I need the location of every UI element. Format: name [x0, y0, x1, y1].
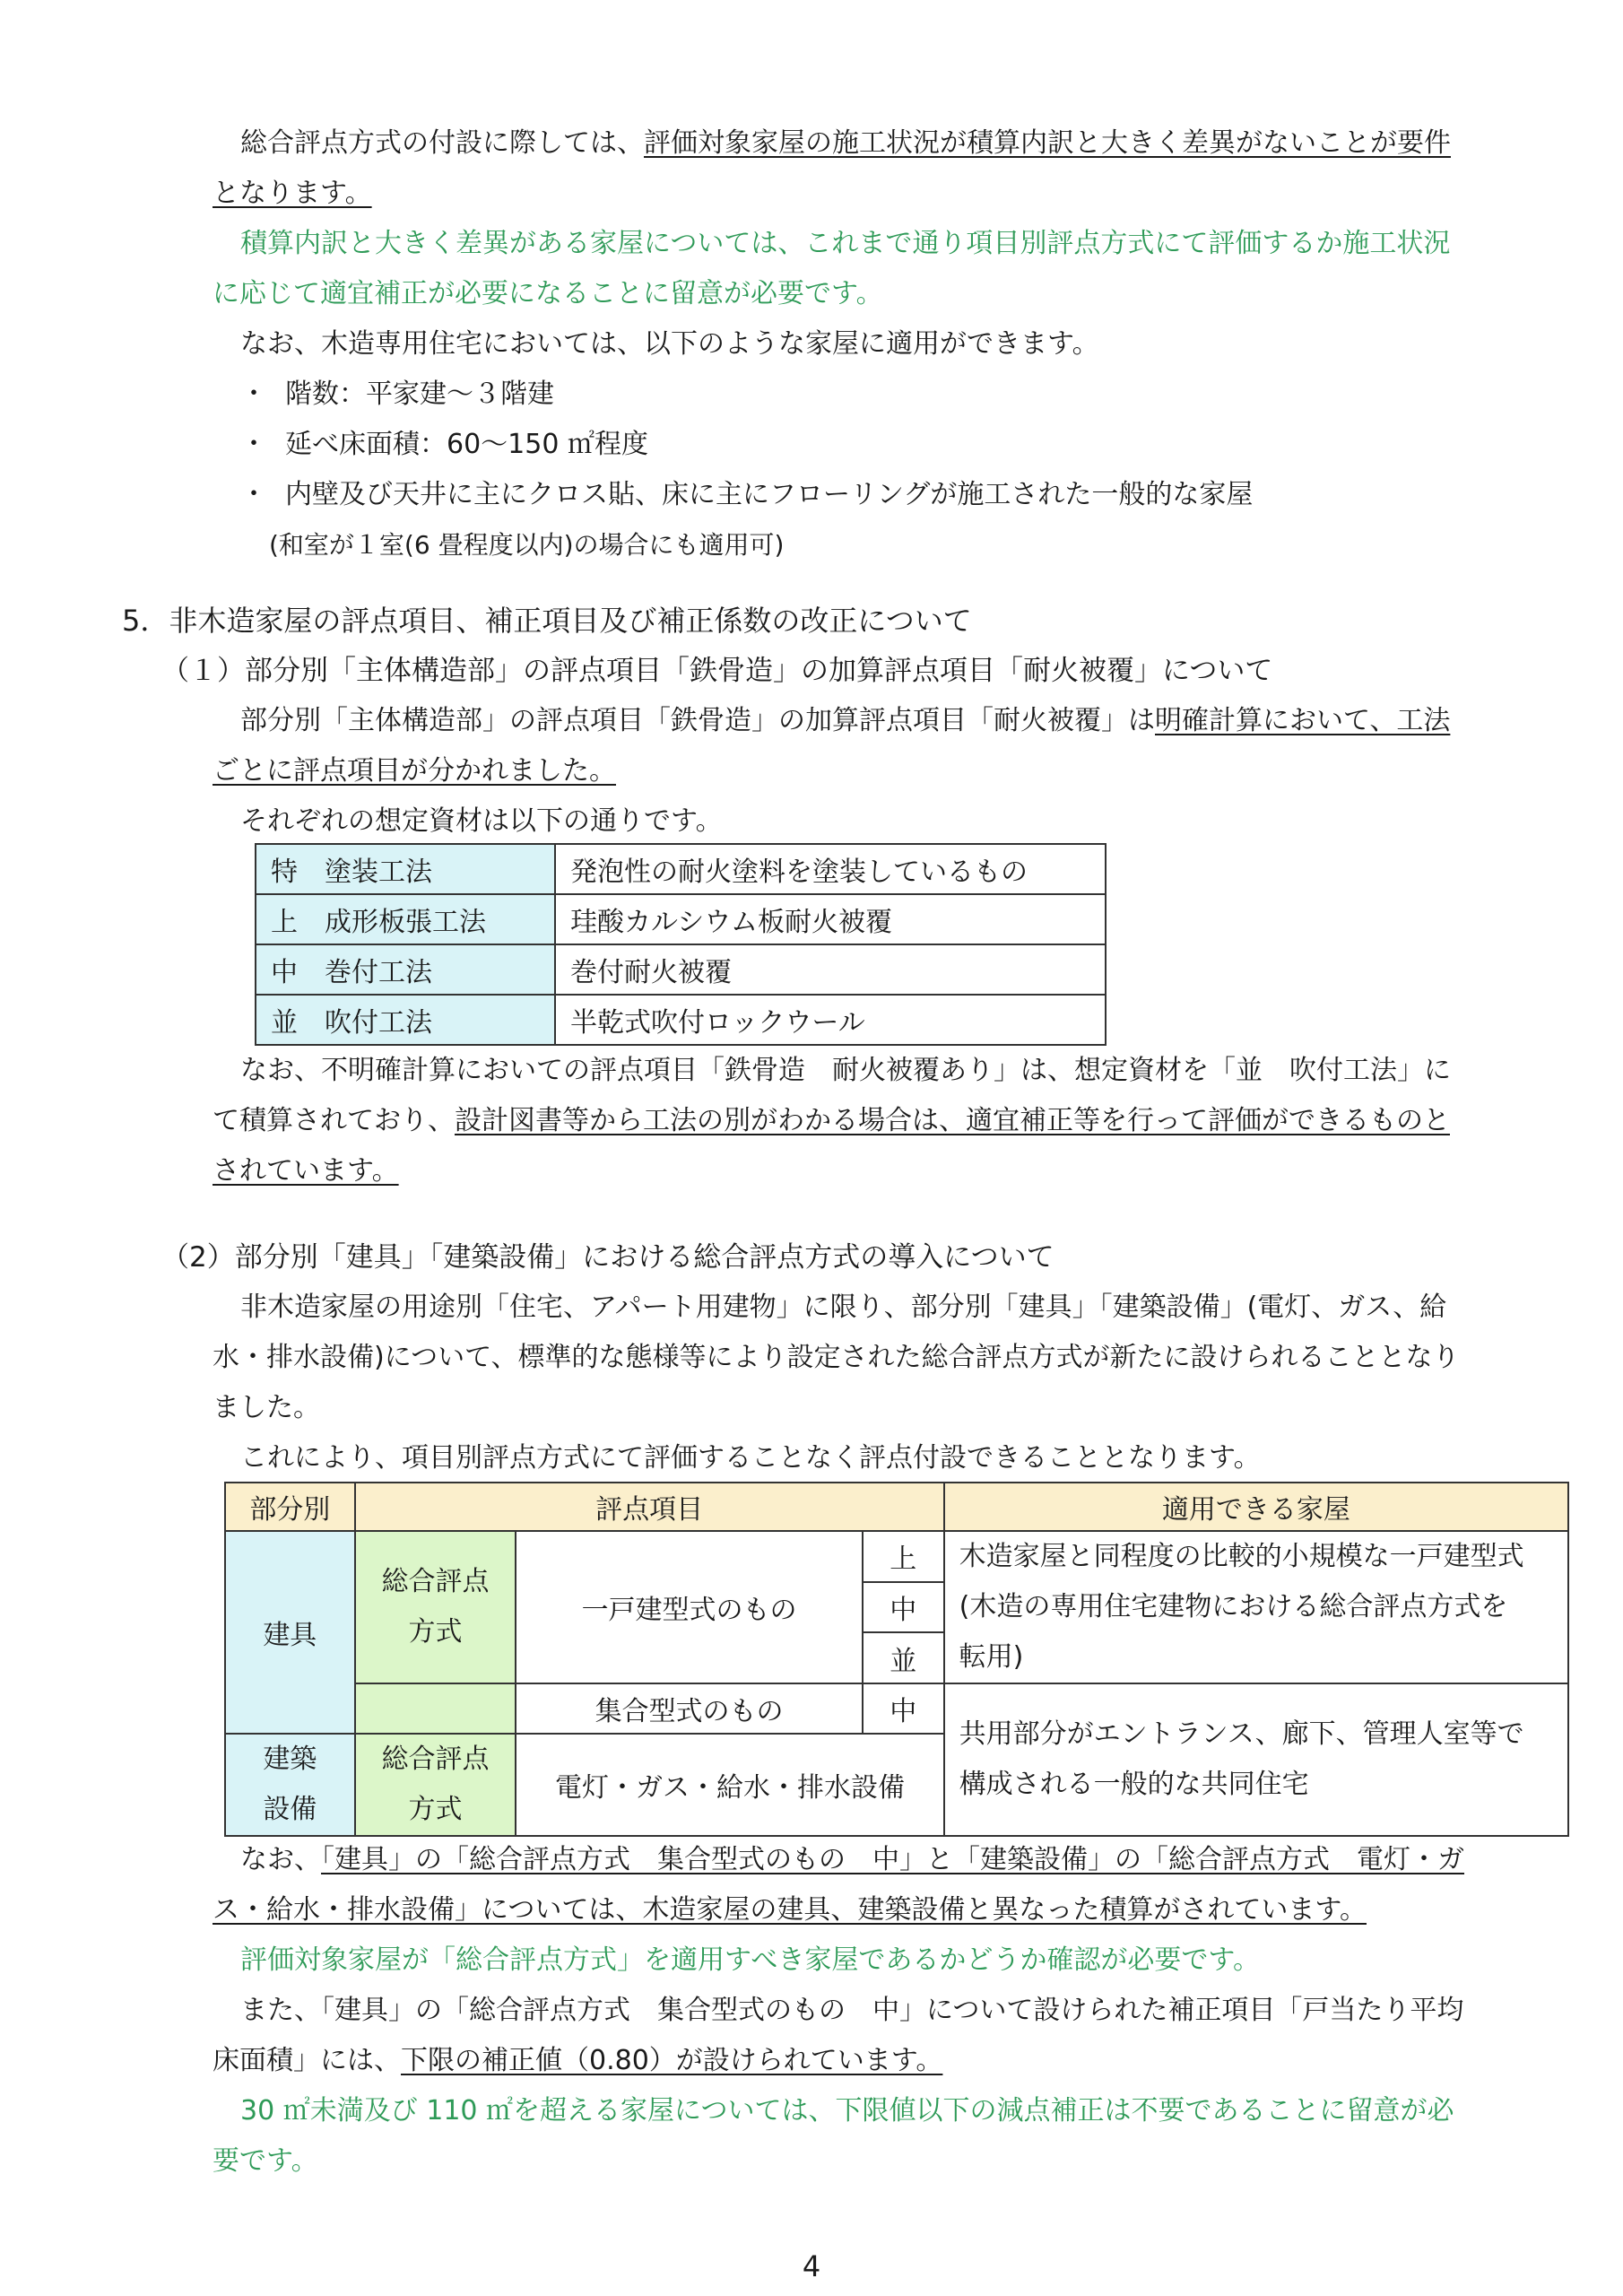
apply-line: 転用) — [959, 1641, 1024, 1673]
sub1-after-line-2 — [213, 1096, 1540, 1146]
method-cell: 中 巻付工法 — [256, 944, 555, 995]
sub1-line-2 — [213, 746, 1540, 796]
sub2-note-line-2 — [213, 1885, 1540, 1935]
apply-tategu — [944, 1531, 1568, 1683]
method-cell: 並 吹付工法 — [256, 995, 555, 1045]
bullet-text: 階数：平家建～３階建 — [285, 378, 554, 410]
bullet-item — [240, 420, 648, 470]
sec4-paragraph-2: なお、木造専用住宅においては、以下のような家屋に適用ができます。 — [240, 328, 1099, 360]
bullet-item — [240, 470, 1253, 520]
item-shugo: 集合型式のもの — [516, 1683, 862, 1734]
sec4-paragraph-1-line-2 — [213, 169, 1540, 219]
item-sogo-line-2: 方式 — [408, 1616, 463, 1648]
fireproof-method-table — [255, 843, 1107, 1046]
item-sogo-2-line-2: 方式 — [408, 1794, 463, 1825]
bullet-dot: ・ — [240, 429, 267, 460]
part-kenchiku-line-2: 設備 — [263, 1794, 317, 1825]
sub2-line-2: 水・排水設備)について、標準的な態様等により設定された総合評点方式が新たに設けられることとなり — [213, 1342, 1460, 1373]
sub2-line-4: これにより、項目別評点方式にて評価することなく評点付設できることとなります。 — [240, 1442, 1261, 1474]
grade-chu: 中 — [863, 1582, 944, 1633]
underlined-text: ごとに評点項目が分かれました。 — [213, 755, 616, 787]
item-sogo-2 — [355, 1734, 516, 1836]
underlined-text: 明確計算において、工法 — [1155, 705, 1451, 736]
material-cell: 珪酸カルシウム板耐火被覆 — [555, 894, 1106, 944]
header-apply: 適用できる家屋 — [944, 1483, 1568, 1531]
table-row — [256, 844, 1106, 894]
table-row — [225, 1683, 1568, 1734]
bullet-dot: ・ — [240, 378, 267, 410]
material-cell: 半乾式吹付ロックウール — [555, 995, 1106, 1045]
subsection-2-title: （2）部分別「建具」「建築設備」における総合評点方式の導入について — [161, 1241, 1055, 1274]
underlined-text: となります。 — [213, 178, 372, 209]
sub2-line-1: 非木造家屋の用途別「住宅、アパート用建物」に限り、部分別「建具」「建築設備」(電灯、ガス、給 — [240, 1292, 1447, 1323]
underlined-text: 評価対象家屋の施工状況が積算内訳と大きく差異がないことが要件 — [644, 127, 1451, 159]
underlined-text: 下限の補正値（0.80）が設けられています。 — [401, 2045, 943, 2076]
text: 部分別「主体構造部」の評点項目「鉄骨造」の加算評点項目「耐火被覆」は — [240, 705, 1155, 736]
apply-line: (木造の専用住宅建物における総合評点方式を — [959, 1591, 1508, 1622]
sub2-line-3: ました。 — [213, 1392, 320, 1423]
bullet-note: (和室が１室(6 畳程度以内)の場合にも適用可) — [269, 530, 785, 560]
sub1-line-1 — [240, 696, 1567, 746]
underlined-text: されています。 — [213, 1155, 399, 1187]
apply-line: 木造家屋と同程度の比較的小規模な一戸建型式 — [959, 1541, 1524, 1572]
grade-jo: 上 — [863, 1531, 944, 1582]
part-tategu: 建具 — [225, 1531, 355, 1734]
item-sogo — [355, 1531, 516, 1683]
sub2-note-line-1 — [240, 1835, 1567, 1885]
sec4-green-note-line-1: 積算内訳と大きく差異がある家屋については、これまで通り項目別評点方式にて評価するか施工状況 — [240, 228, 1451, 259]
sub2-more-line-1: また、「建具」の「総合評点方式 集合型式のもの 中」について設けられた補正項目「戸当たり平均 — [240, 1995, 1464, 2026]
bullet-item — [240, 370, 554, 420]
bullet-dot: ・ — [240, 479, 267, 510]
sec4-paragraph-1-line-1 — [240, 118, 1567, 169]
header-part: 部分別 — [225, 1483, 355, 1531]
underlined-text: 「建具」の「総合評点方式 集合型式のもの 中」と「建築設備」の「総合評点方式 電灯・ガ — [321, 1844, 1464, 1875]
item-sogo-2-line-1: 総合評点 — [381, 1744, 490, 1775]
part-kenchiku — [225, 1734, 355, 1836]
sub2-green-note: 評価対象家屋が「総合評点方式」を適用すべき家屋であるかどうか確認が必要です。 — [240, 1944, 1260, 1976]
grade-nami: 並 — [863, 1632, 944, 1683]
item-denki: 電灯・ガス・給水・排水設備 — [516, 1734, 943, 1836]
method-cell: 上 成形板張工法 — [256, 894, 555, 944]
sub1-after-line-3 — [213, 1146, 1540, 1196]
item-ikko: 一戸建型式のもの — [516, 1531, 862, 1683]
method-cell: 特 塗装工法 — [256, 844, 555, 894]
text: 床面積」には、 — [213, 2045, 401, 2076]
part-kenchiku-line-1: 建築 — [263, 1744, 317, 1775]
sub2-green-final-line-2: 要です。 — [213, 2145, 318, 2177]
text: 総合評点方式の付設に際しては、 — [240, 127, 644, 159]
table-row — [256, 944, 1106, 995]
sub1-after-line-1: なお、不明確計算においての評点項目「鉄骨造 耐火被覆あり」は、想定資材を「並 吹付工法」に — [240, 1055, 1451, 1086]
underlined-text: ス・給水・排水設備」については、木造家屋の建具、建築設備と異なった積算がされています。 — [213, 1894, 1367, 1926]
text: なお、 — [240, 1844, 321, 1875]
sec4-green-note-line-2: に応じて適宜補正が必要になることに留意が必要です。 — [213, 278, 883, 309]
item-sogo-cont — [355, 1683, 516, 1734]
material-cell: 巻付耐火被覆 — [555, 944, 1106, 995]
table-row — [225, 1531, 1568, 1582]
sub2-more-line-2 — [213, 2036, 1540, 2086]
comprehensive-rating-table — [224, 1482, 1569, 1837]
table-header-row — [225, 1483, 1568, 1531]
apply-line: 構成される一般的な共同住宅 — [959, 1769, 1309, 1800]
bullet-text: 延べ床面積：60～150 ㎡程度 — [285, 429, 648, 460]
header-item: 評点項目 — [355, 1483, 944, 1531]
apply-shugo — [944, 1683, 1568, 1836]
grade-chu-2: 中 — [863, 1683, 944, 1734]
table-row — [256, 894, 1106, 944]
text: て積算されており、 — [213, 1105, 455, 1136]
sub1-line-3: それぞれの想定資材は以下の通りです。 — [240, 805, 723, 837]
page-number: 4 — [802, 2249, 821, 2283]
sub2-green-final-line-1: 30 ㎡未満及び 110 ㎡を超える家屋については、下限値以下の減点補正は不要であることに留意が必 — [240, 2095, 1454, 2126]
underlined-text: 設計図書等から工法の別がわかる場合は、適宜補正等を行って評価ができるものと — [455, 1105, 1450, 1136]
subsection-1-title: （１）部分別「主体構造部」の評点項目「鉄骨造」の加算評点項目「耐火被覆」について — [161, 655, 1273, 687]
section-5-title: 5．非木造家屋の評点項目、補正項目及び補正係数の改正について — [122, 604, 972, 638]
table-row — [256, 995, 1106, 1045]
bullet-text: 内壁及び天井に主にクロス貼、床に主にフローリングが施工された一般的な家屋 — [285, 479, 1254, 510]
apply-line: 共用部分がエントランス、廊下、管理人室等で — [959, 1718, 1524, 1750]
item-sogo-line-1: 総合評点 — [381, 1566, 490, 1597]
material-cell: 発泡性の耐火塗料を塗装しているもの — [555, 844, 1106, 894]
